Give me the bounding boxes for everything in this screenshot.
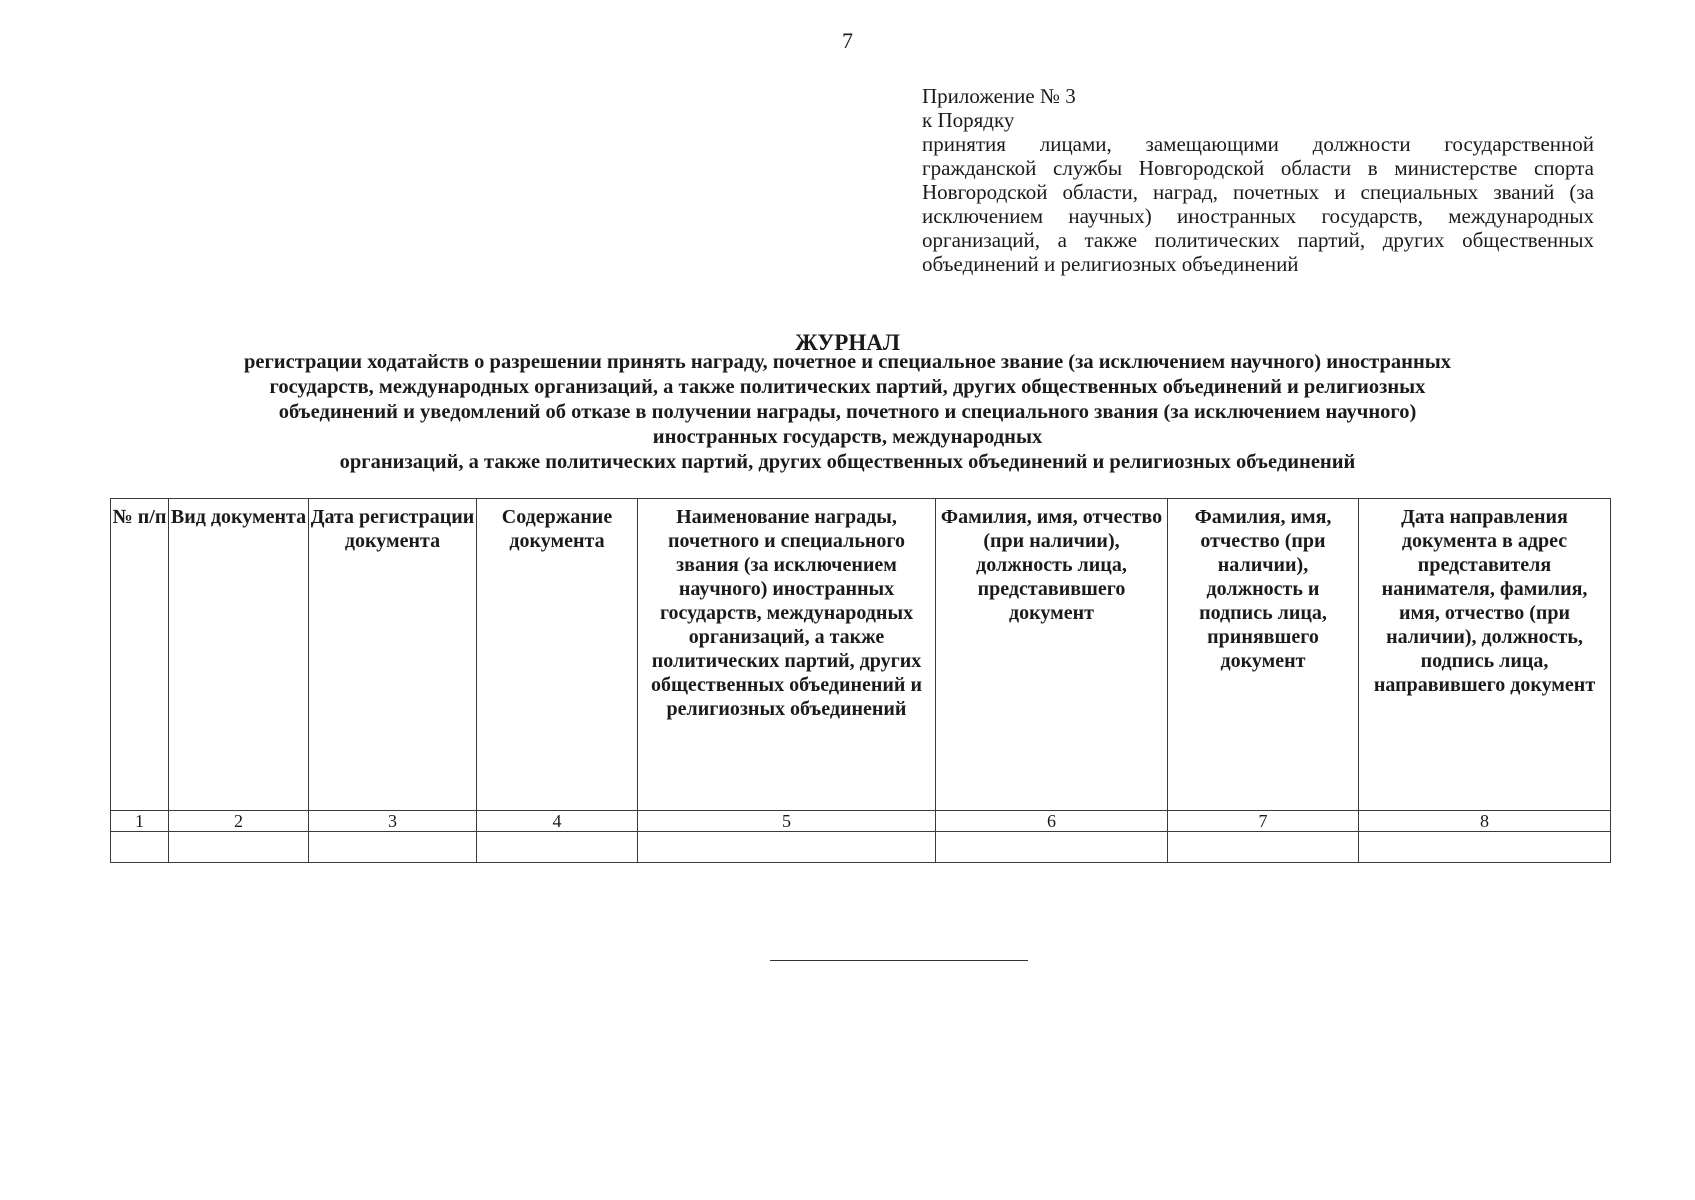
- empty-cell: [111, 832, 169, 863]
- appendix-block: [922, 84, 1594, 276]
- column-number: 6: [936, 811, 1168, 832]
- header-cell-sent-date: Дата направления документа в адрес представителя нанимателя, фамилия, имя, отчество (при наличии), должность, подпись лица, направившего документ: [1359, 499, 1611, 811]
- column-number-row: [111, 811, 1611, 832]
- table-header-row: [111, 499, 1611, 811]
- appendix-body: принятия лицами, замещающими должности государственной гражданской службы Новгородской области в министерстве спорта Новгородской области, наград, почетных и специальных званий (за исключением научных) иностранных государств, международных организаций, а также политических партий, других общественных объединений и религиозных объединений: [922, 132, 1594, 276]
- column-number: 7: [1168, 811, 1359, 832]
- journal-subtitle: [100, 350, 1595, 475]
- subtitle-line: государств, международных организаций, а также политических партий, других общественных объединений и религиозных: [269, 376, 1426, 398]
- subtitle-line: организаций, а также политических партий, других общественных объединений и религиозных объединений: [339, 451, 1356, 473]
- header-cell-reg-date: Дата регистрации документа: [309, 499, 477, 811]
- header-cell-number: № п/п: [111, 499, 169, 811]
- header-cell-receiver: Фамилия, имя, отчество (при наличии), должность и подпись лица, принявшего документ: [1168, 499, 1359, 811]
- header-cell-submitter: Фамилия, имя, отчество (при наличии), должность лица, представившего документ: [936, 499, 1168, 811]
- column-number: 4: [477, 811, 638, 832]
- header-cell-doc-type: Вид документа: [169, 499, 309, 811]
- empty-cell: [169, 832, 309, 863]
- header-cell-award-name: Наименование награды, почетного и специального звания (за исключением научного) иностранных государств, международных организаций, а также политических партий, других общественных объединений и религиозных объединений: [638, 499, 936, 811]
- empty-cell: [936, 832, 1168, 863]
- column-number: 3: [309, 811, 477, 832]
- registration-journal-table: [110, 498, 1611, 863]
- journal-title: ЖУРНАЛ: [795, 330, 900, 355]
- empty-cell: [1359, 832, 1611, 863]
- end-divider-line: [770, 960, 1028, 961]
- column-number: 1: [111, 811, 169, 832]
- empty-cell: [1168, 832, 1359, 863]
- column-number: 2: [169, 811, 309, 832]
- empty-table-row: [111, 832, 1611, 863]
- column-number: 8: [1359, 811, 1611, 832]
- empty-cell: [477, 832, 638, 863]
- subtitle-line: объединений и уведомлений об отказе в получении награды, почетного и специального звания (за исключением научного): [278, 401, 1417, 423]
- appendix-title: Приложение № 3: [922, 84, 1076, 108]
- empty-cell: [309, 832, 477, 863]
- page-number: 7: [842, 28, 853, 53]
- column-number: 5: [638, 811, 936, 832]
- header-cell-content: Содержание документа: [477, 499, 638, 811]
- subtitle-line: иностранных государств, международных: [652, 426, 1043, 448]
- subtitle-line: регистрации ходатайств о разрешении принять награду, почетное и специальное звание (за исключением научного) иностранных: [243, 351, 1452, 373]
- empty-cell: [638, 832, 936, 863]
- appendix-reference: к Порядку: [922, 108, 1015, 132]
